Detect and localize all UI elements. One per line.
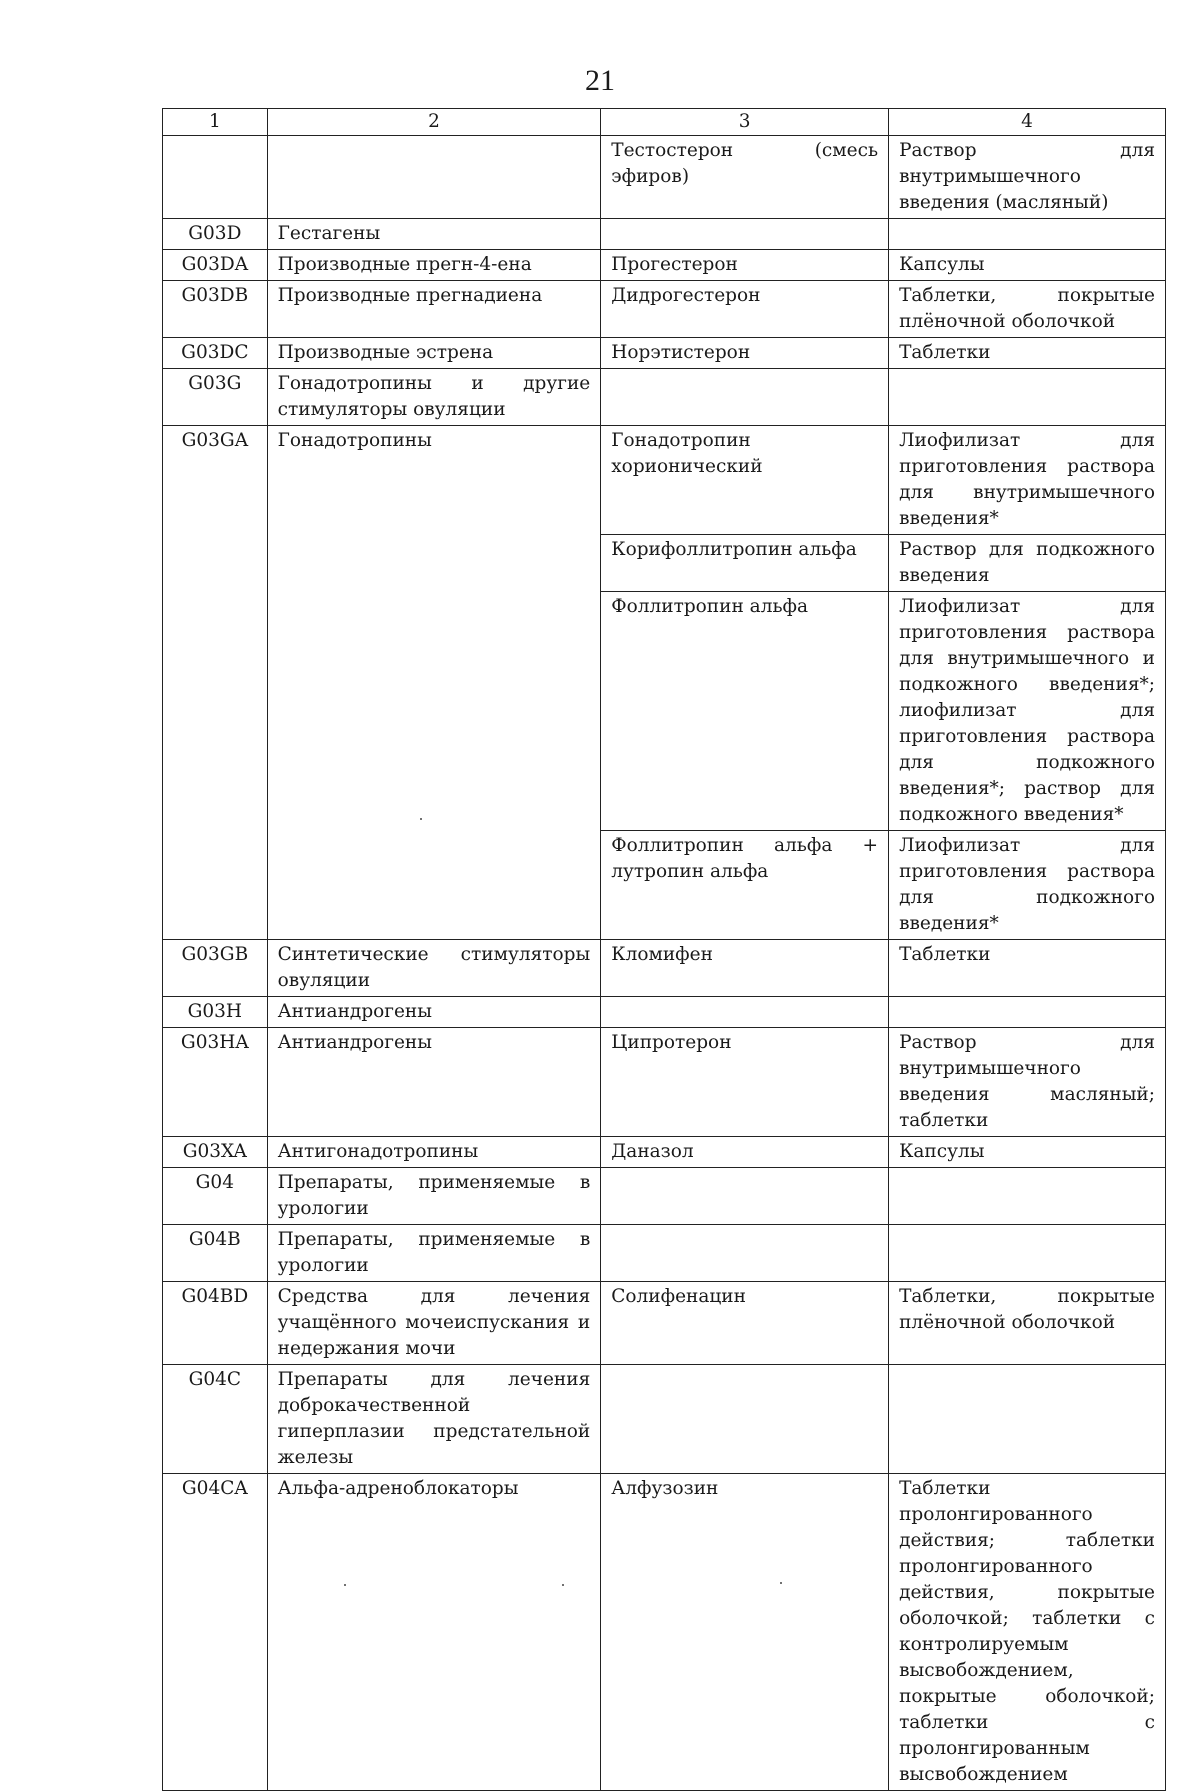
drug-name-cell [601,219,889,250]
dosage-form-cell: Таблетки [889,940,1166,997]
table-row [163,997,1166,1028]
group-name-cell: Препараты, применяемые в урологии [267,1225,601,1282]
drug-name-cell [601,1225,889,1282]
atc-code-cell: G03DA [163,250,268,281]
header-cell-4: 4 [889,109,1166,136]
drug-name-cell: Алфузозин [601,1474,889,1791]
header-cell-1: 1 [163,109,268,136]
drug-name-cell [601,1365,889,1474]
atc-code-cell: G04CA [163,1474,268,1791]
atc-code-cell: G03DB [163,281,268,338]
table-row [163,250,1166,281]
dosage-form-cell: Таблетки пролонгированного действия; таблетки пролонгированного действия, покрытые оболочкой; таблетки с контролируемым высвобождением, покрытые оболочкой; таблетки с пролонгированным высвобождением [889,1474,1166,1791]
atc-code-cell: G03XA [163,1137,268,1168]
dosage-form-cell [889,1365,1166,1474]
dosage-form-cell: Таблетки, покрытые плёночной оболочкой [889,1282,1166,1365]
table-row [163,1365,1166,1474]
table-row [163,369,1166,426]
dosage-form-cell: Лиофилизат для приготовления раствора для внутримышечного введения* [889,426,1166,535]
drug-name-cell: Тестостерон (смесь эфиров) [601,136,889,219]
drug-name-cell: Кломифен [601,940,889,997]
group-name-cell [267,136,601,219]
table-row [163,940,1166,997]
drug-name-cell: Солифенацин [601,1282,889,1365]
group-name-cell: Антиандрогены [267,1028,601,1137]
header-cell-2: 2 [267,109,601,136]
drug-name-cell: Даназол [601,1137,889,1168]
scan-speck [420,818,422,820]
atc-code-cell: G03HA [163,1028,268,1137]
group-name-cell: Производные прегнадиена [267,281,601,338]
drug-name-cell: Прогестерон [601,250,889,281]
drug-name-cell [601,997,889,1028]
drug-table [162,108,1166,1791]
drug-name-cell: Ципротерон [601,1028,889,1137]
dosage-form-cell: Лиофилизат для приготовления раствора для внутримышечного и подкожного введения*; лиофилизат для приготовления раствора для подкожного введения*; раствор для подкожного введения* [889,592,1166,831]
group-name-cell: Гонадотропины и другие стимуляторы овуляции [267,369,601,426]
atc-code-cell: G04B [163,1225,268,1282]
dosage-form-cell: Таблетки [889,338,1166,369]
drug-name-cell: Норэтистерон [601,338,889,369]
dosage-form-cell [889,1225,1166,1282]
table-row [163,426,1166,535]
atc-code-cell [163,136,268,219]
header-cell-3: 3 [601,109,889,136]
scan-speck [780,1582,782,1584]
atc-code-cell: G04BD [163,1282,268,1365]
drug-name-cell [601,369,889,426]
atc-code-cell: G03DC [163,338,268,369]
dosage-form-cell: Капсулы [889,1137,1166,1168]
dosage-form-cell [889,997,1166,1028]
group-name-cell: Альфа-адреноблокаторы [267,1474,601,1791]
table-row [163,1282,1166,1365]
dosage-form-cell [889,219,1166,250]
group-name-cell: Антигонадотропины [267,1137,601,1168]
dosage-form-cell: Раствор для внутримышечного введения (масляный) [889,136,1166,219]
drug-name-cell: Гонадотропин хорионический [601,426,889,535]
table-row [163,136,1166,219]
group-name-cell: Антиандрогены [267,997,601,1028]
group-name-cell: Гонадотропины [267,426,601,940]
table-header-row [163,109,1166,136]
dosage-form-cell [889,369,1166,426]
dosage-form-cell: Лиофилизат для приготовления раствора для подкожного введения* [889,831,1166,940]
scan-speck [562,1584,564,1586]
group-name-cell: Препараты для лечения доброкачественной гиперплазии предстательной железы [267,1365,601,1474]
drug-name-cell: Дидрогестерон [601,281,889,338]
table-row [163,1137,1166,1168]
atc-code-cell: G03G [163,369,268,426]
page-number: 21 [585,64,615,97]
atc-code-cell: G03GB [163,940,268,997]
group-name-cell: Синтетические стимуляторы овуляции [267,940,601,997]
group-name-cell: Препараты, применяемые в урологии [267,1168,601,1225]
dosage-form-cell [889,1168,1166,1225]
atc-code-cell: G03H [163,997,268,1028]
table-row [163,1225,1166,1282]
group-name-cell: Средства для лечения учащённого мочеиспускания и недержания мочи [267,1282,601,1365]
table-row [163,1028,1166,1137]
table-row [163,281,1166,338]
atc-code-cell: G04C [163,1365,268,1474]
drug-name-cell [601,1168,889,1225]
dosage-form-cell: Капсулы [889,250,1166,281]
table-row [163,1168,1166,1225]
atc-code-cell: G03D [163,219,268,250]
scan-speck [344,1584,346,1586]
dosage-form-cell: Раствор для внутримышечного введения масляный; таблетки [889,1028,1166,1137]
dosage-form-cell: Раствор для подкожного введения [889,535,1166,592]
drug-name-cell: Фоллитропин альфа + лутропин альфа [601,831,889,940]
table-row [163,338,1166,369]
group-name-cell: Производные прегн-4-ена [267,250,601,281]
drug-name-cell: Фоллитропин альфа [601,592,889,831]
dosage-form-cell: Таблетки, покрытые плёночной оболочкой [889,281,1166,338]
atc-code-cell: G04 [163,1168,268,1225]
group-name-cell: Производные эстрена [267,338,601,369]
atc-code-cell: G03GA [163,426,268,940]
drug-name-cell: Корифоллитропин альфа [601,535,889,592]
table-row [163,219,1166,250]
group-name-cell: Гестагены [267,219,601,250]
table-row [163,1474,1166,1791]
